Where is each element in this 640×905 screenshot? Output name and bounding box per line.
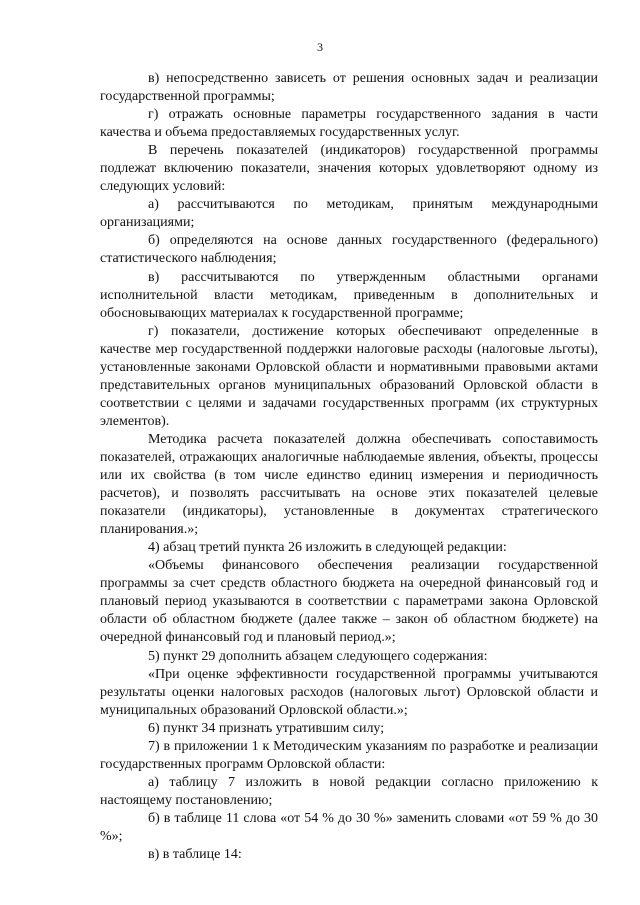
page-number: 3 <box>317 40 323 54</box>
paragraph: в) непосредственно зависеть от решения основных задач и реализации государственной программы; <box>100 71 598 105</box>
paragraph: г) отражать основные параметры государственного задания в части качества и объема предоставляемых государственных услуг. <box>100 107 598 141</box>
paragraph: б) в таблице 11 слова «от 54 % до 30 %» заменить словами «от 59 % до 30 %»; <box>100 810 598 844</box>
paragraph: б) определяются на основе данных государственного (федерального) статистического наблюдения; <box>100 233 598 267</box>
paragraph: Методика расчета показателей должна обеспечивать сопоставимость показателей, отражающих аналогичные наблюдаемые явления, объекты, процессы или их свойства (в том числе единство единиц измерения и периодичность расчетов), и позволять рассчитывать на основе этих показателей целевые показатели (индикаторы), установленные в документах стратегического планирования.»; <box>100 431 598 538</box>
paragraph: 5) пункт 29 дополнить абзацем следующего содержания: <box>148 648 488 664</box>
paragraph: а) рассчитываются по методикам, принятым международными организациями; <box>100 197 598 231</box>
paragraph: в) в таблице 14: <box>148 847 242 863</box>
paragraph: «При оценке эффективности государственной программы учитываются результаты оценки налоговых расходов (налоговых льгот) Орловской области и муниципальных образований Орловской области.»; <box>100 666 598 718</box>
paragraph: 6) пункт 34 признать утратившим силу; <box>148 720 385 736</box>
paragraph: а) таблицу 7 изложить в новой редакции согласно приложению к настоящему постановлению; <box>100 774 598 808</box>
paragraph: В перечень показателей (индикаторов) государственной программы подлежат включению показатели, значения которых удовлетворяют одному из следующих условий: <box>100 143 598 195</box>
paragraph: 7) в приложении 1 к Методическим указаниям по разработке и реализации государственных программ Орловской области: <box>100 738 598 772</box>
paragraph: в) рассчитываются по утвержденным областными органами исполнительной власти методикам, приведенным в дополнительных и обосновывающих материалах к государственной программе; <box>100 269 598 321</box>
paragraph: 4) абзац третий пункта 26 изложить в следующей редакции: <box>148 540 507 556</box>
paragraph: г) показатели, достижение которых обеспечивают определенные в качестве мер государственной поддержки налоговые расходы (налоговые льготы), установленные законами Орловской области и нормативными правовыми актами представительных органов муниципальных образований Орловской области в соответствии с целями и задачами государственных программ (их структурных элементов). <box>100 323 598 429</box>
paragraph: «Объемы финансового обеспечения реализации государственной программы за счет средств областного бюджета на очередной финансовый год и плановый период указываются в соответствии с параметрами закона Орловской области об областном бюджете (далее также – закон об областном бюджете) на очередной финансовый год и плановый период.»; <box>100 558 598 646</box>
document-body <box>100 70 598 864</box>
